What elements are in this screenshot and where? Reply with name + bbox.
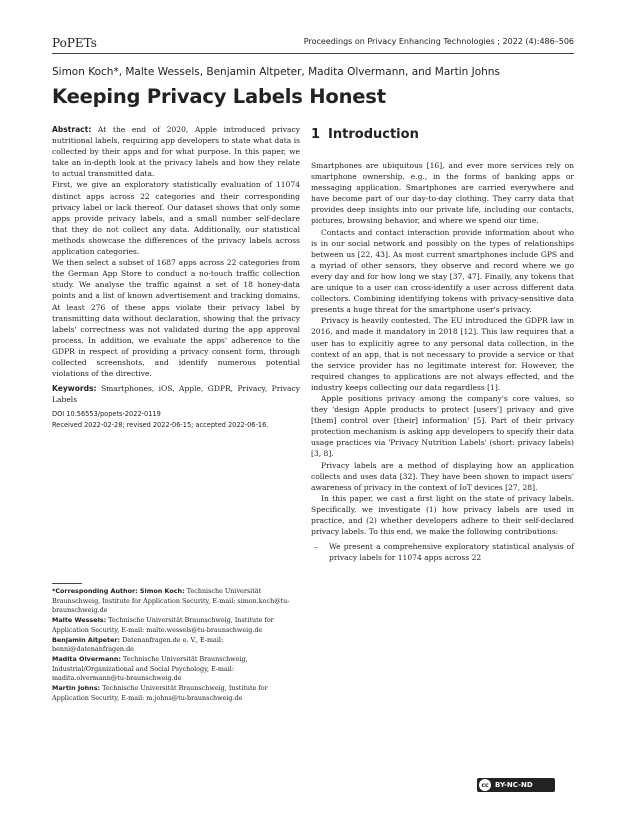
journal-name: PoPETs (52, 36, 97, 50)
intro-p6: In this paper, we cast a first light on the state of privacy labels. Specifically, we investigate (1) how privacy labels are used in practice, and (2) whether developers adhere to their self-declared privacy labels. To this end, we make the following contributions: (311, 493, 574, 537)
intro-p5: Privacy labels are a method of displaying how an application collects and uses data [32]. They have been shown to impact users' awareness of privacy in the context of IoT devices [27, 28]. (311, 460, 574, 492)
contribution-list-item (311, 541, 574, 563)
intro-p1: Smartphones are ubiquitous [16], and ever more services rely on smartphone ownership, e.g., in the forms of banking apps or messaging application. Smartphones are carried everywhere and have become part of our day-to-day clothing. They carry data that provides deep insights into our private life, including our contacts, pictures, browsing behavior, and where we spend our time. (311, 161, 574, 226)
footnote-text: Technische Universität Braunschweig, Institute for Application Security, E-mail: malte.wessels@tu-braunschweig.de (52, 616, 274, 634)
license-text: BY-NC-ND (495, 781, 533, 789)
footnote-item (52, 616, 300, 635)
abstract-p1 (52, 124, 300, 179)
footnote-item (52, 636, 300, 655)
abstract-p2: First, we give an exploratory statistically evaluation of 11074 distinct apps across 22 categories and their corresponding privacy label or lack thereof. Our dataset shows that only some apps provide privacy labels, and a small number self-declare that they do not collect any data. Additionally, our statistical methods showcase the differences of the privacy labels across application categories. (52, 180, 300, 257)
abstract-p3: We then select a subset of 1687 apps across 22 categories from the German App Store to conduct a no-touch traffic collection study. We analyse the traffic against a set of 18 honey-data points and a list of known advertisement and tracking domains. At least 276 of these apps violate their privacy label by transmitting data without declaration, showing that the privacy labels' correctness was not validated during the app approval process. In addition, we evaluate the apps' adherence to the GDPR in respect of providing a privacy consent form, through collected screenshots, and identify numerous potential violations of the directive. (52, 258, 300, 379)
footnote-item (52, 587, 300, 616)
intro-p4: Apple positions privacy among the company's core values, so they 'design Apple products to protect [users'] privacy and give [them] control over [their] information' [5]. Part of their privacy protection mechanism is asking app developers to specify their data usage practices via 'Privacy Nutrition Labels' (short: privacy labels) [3, 8]. (311, 393, 574, 459)
footnote-item (52, 655, 300, 684)
section-number: 1 (311, 127, 321, 142)
right-column (311, 124, 574, 563)
creative-commons-icon: cc (479, 779, 491, 791)
footnote-item (52, 684, 300, 703)
author-list: Simon Koch*, Malte Wessels, Benjamin Altpeter, Madita Olvermann, and Martin Johns (52, 66, 500, 78)
footnote-text: Technische Universität Braunschweig, Industrial/Organizational and Social Psychology, E-mail: madita.olvermann@tu-braunschweig.de (52, 654, 248, 683)
keywords-text: Smartphones, iOS, Apple, GDPR, Privacy, Privacy Labels (52, 384, 300, 405)
keywords (52, 383, 300, 405)
left-column (52, 124, 300, 430)
received-dates: Received 2022-02-28; revised 2022-06-15; accepted 2022-06-16. (52, 420, 269, 429)
paper-title: Keeping Privacy Labels Honest (52, 85, 386, 108)
footnote-text: Technische Universität Braunschweig, Institute for Application Security, E-mail: m.johns@tu-braunschweig.de (52, 684, 268, 702)
contribution-text: We present a comprehensive exploratory statistical analysis of privacy labels for 11074 apps across 22 (329, 542, 574, 563)
proceedings-line: Proceedings on Privacy Enhancing Technologies ; 2022 (4):486–506 (303, 37, 574, 46)
header-rule (52, 53, 574, 54)
abstract-label: Abstract: (52, 125, 92, 134)
footnote-text: Technische Universität Braunschweig, Institute for Application Security, E-mail: simon.koch@tu-braunschweig.de (52, 587, 290, 615)
bullet-dash: – (314, 542, 318, 552)
footnote-name: *Corresponding Author: Simon Koch: (52, 587, 185, 595)
author-footnotes (52, 583, 300, 703)
intro-p3: Privacy is heavily contested. The EU introduced the GDPR law in 2016, and made it mandatory in 2018 [12]. This law requires that a user has to explicitly agree to any personal data collection, in the context of an app, that is not necessary to provide a service or that the service provider has no legitimate interest for. However, the required changes to applications are not always effected, and the industry keeps collecting our data regardless [1]. (311, 316, 574, 392)
footnote-text: Datenanfragen.de e. V., E-mail: benni@datenanfragen.de (52, 635, 224, 654)
section-heading (311, 126, 574, 144)
footnote-rule (52, 583, 82, 584)
section-title: Introduction (328, 127, 419, 142)
keywords-label: Keywords: (52, 384, 97, 394)
footnote-name: Madita Olvermann: (52, 654, 121, 663)
running-header (52, 36, 574, 52)
footnote-name: Malte Wessels: (52, 616, 107, 625)
cc-license-badge[interactable] (477, 778, 555, 792)
footnote-name: Benjamin Altpeter: (52, 635, 121, 644)
intro-p2: Contacts and contact interaction provide information about who is in our social network and possibly on the types of relationships between us [22, 43]. As most current smartphones include GPS and a myriad of other sensors, they observe and record where we go every day and for how long we stay [37, 47]. Finally, any tokens that are unique to a user can cross-identify a user across different data collectors. Combining identifying tokens with privacy-sensitive data presents a huge threat for the smartphone user's privacy. (311, 227, 574, 315)
abstract-text-1: At the end of 2020, Apple introduced privacy nutritional labels, requiring app developers to state what data is collected by their apps and for what purpose. In this paper, we take an in-depth look at the privacy labels and how they relate to actual transmitted data. (52, 125, 301, 179)
doi: DOI 10.56553/popets-2022-0119 (52, 410, 161, 419)
footnote-name: Martin Johns: (52, 684, 101, 693)
